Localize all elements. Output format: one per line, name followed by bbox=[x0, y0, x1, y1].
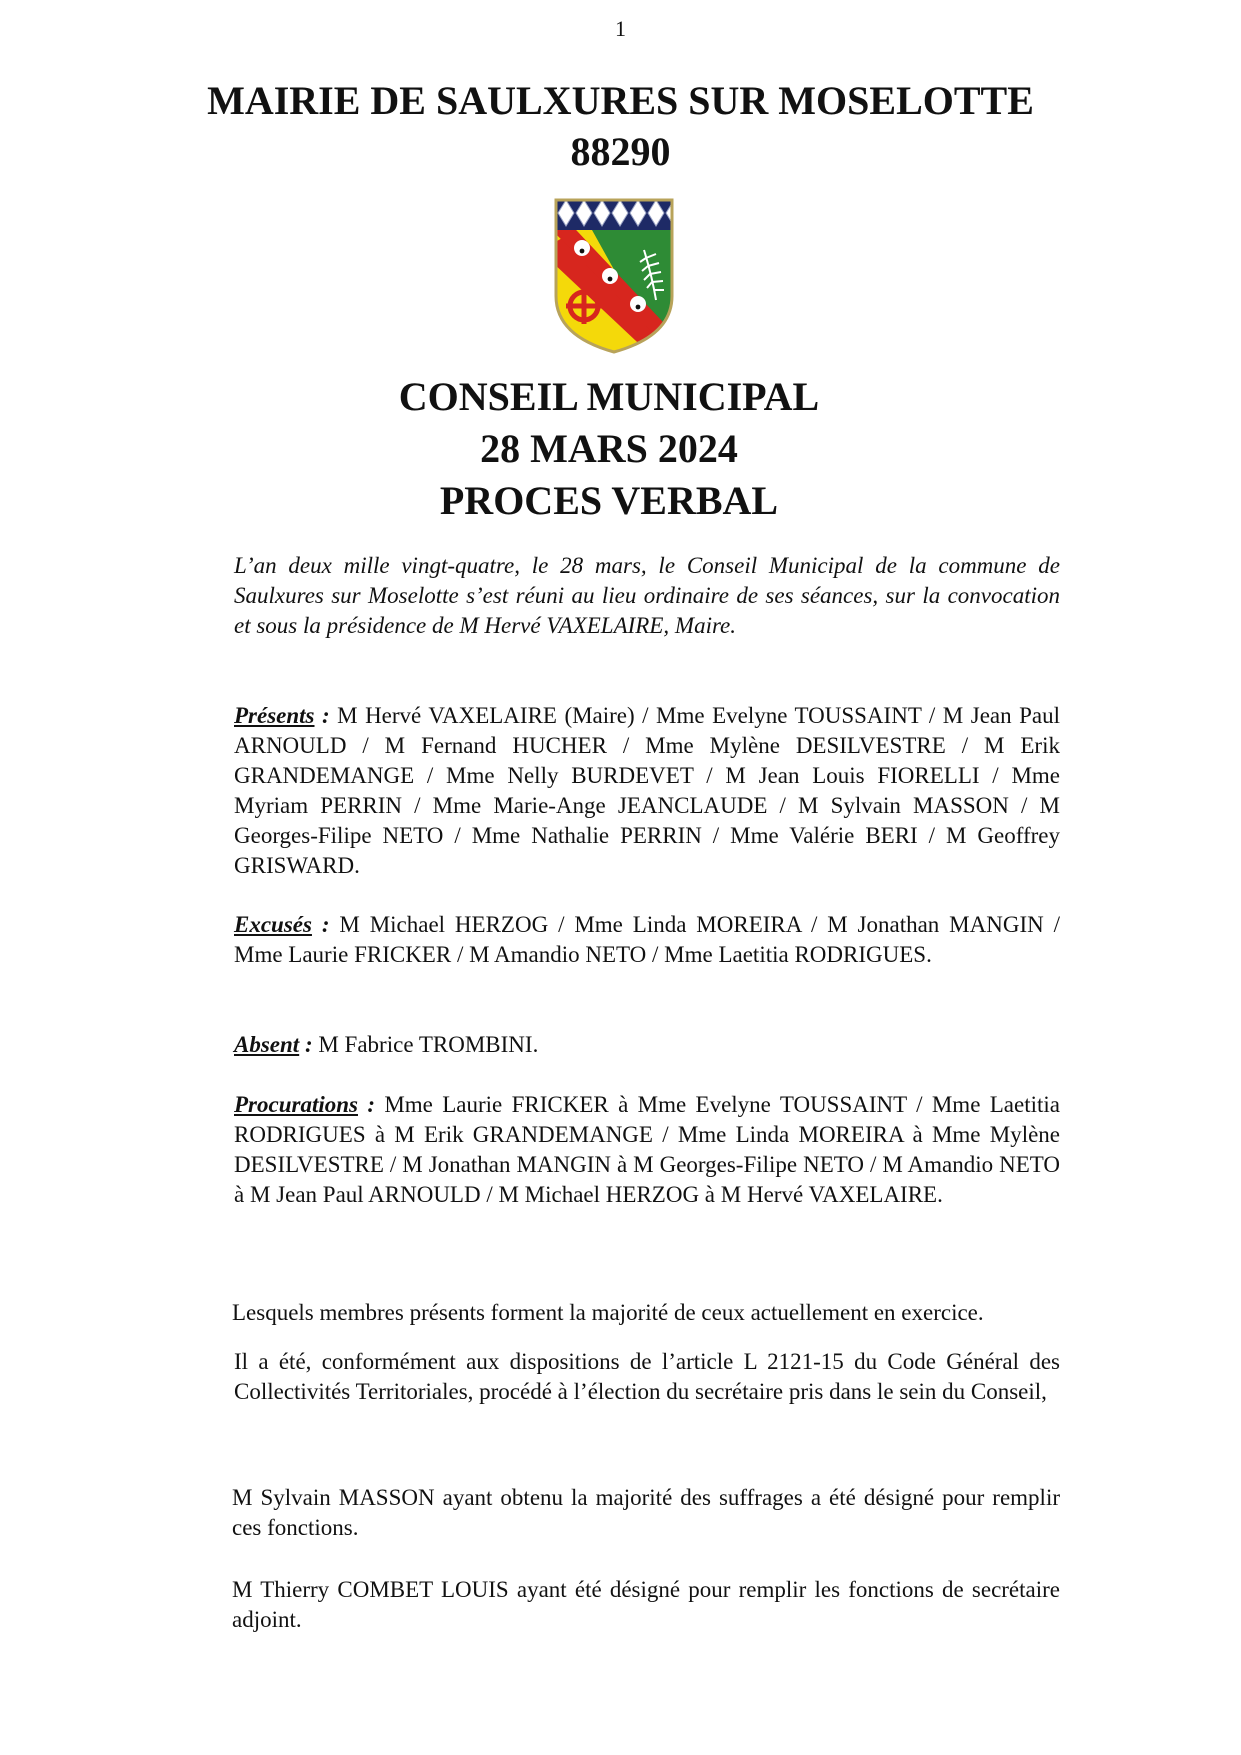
mairie-title: MAIRIE DE SAULXURES SUR MOSELOTTE bbox=[207, 78, 1034, 123]
procurations-label: Procurations : bbox=[234, 1092, 385, 1117]
deputy-secretary-paragraph: M Thierry COMBET LOUIS ayant été désigné pour remplir les fonctions de secrétaire adjoint. bbox=[232, 1577, 1060, 1632]
coat-of-arms-icon bbox=[552, 196, 676, 356]
absent-list: M Fabrice TROMBINI. bbox=[318, 1032, 539, 1057]
page-number: 1 bbox=[615, 16, 626, 41]
absent-paragraph bbox=[234, 1030, 1060, 1060]
presents-list: M Hervé VAXELAIRE (Maire) / Mme Evelyne TOUSSAINT / M Jean Paul ARNOULD / M Fernand HUCHER / Mme Mylène DESILVESTRE / M Erik GRANDEMANGE / Mme Nelly BURDEVET / M Jean Louis FIORELLI / Mme Myriam PERRIN / Mme Marie-Ange JEANCLAUDE / M Sylvain MASSON / M Georges-Filipe NETO / Mme Nathalie PERRIN / Mme Valérie BERI / M Geoffrey GRISWARD. bbox=[234, 703, 1060, 878]
procurations-paragraph bbox=[234, 1090, 1060, 1210]
meeting-date: 28 MARS 2024 bbox=[480, 426, 738, 471]
procurations-list: Mme Laurie FRICKER à Mme Evelyne TOUSSAINT / Mme Laetitia RODRIGUES à M Erik GRANDEMANGE / Mme Linda MOREIRA à Mme Mylène DESILVESTRE / M Jonathan MANGIN à M Georges-Filipe NETO / M Amandio NETO à M Jean Paul ARNOULD / M Michael HERZOG à M Hervé VAXELAIRE. bbox=[234, 1092, 1060, 1207]
absent-label: Absent : bbox=[234, 1032, 319, 1057]
excuses-label: Excusés : bbox=[234, 912, 340, 937]
excuses-list: M Michael HERZOG / Mme Linda MOREIRA / M Jonathan MANGIN / Mme Laurie FRICKER / M Amandio NETO / Mme Laetitia RODRIGUES. bbox=[234, 912, 1060, 967]
excuses-paragraph bbox=[234, 910, 1060, 970]
document-type: PROCES VERBAL bbox=[439, 478, 779, 523]
postal-code: 88290 bbox=[570, 129, 671, 174]
presents-paragraph bbox=[234, 701, 1060, 881]
quorum-paragraph: Lesquels membres présents forment la majorité de ceux actuellement en exercice. bbox=[232, 1300, 984, 1325]
presents-label: Présents : bbox=[234, 703, 338, 728]
council-title: CONSEIL MUNICIPAL bbox=[398, 374, 820, 419]
intro-paragraph: L’an deux mille vingt-quatre, le 28 mars, le Conseil Municipal de la commune de Saulxures sur Moselotte s’est réuni au lieu ordinaire de ses séances, sur la convocation et sous la présidence de M Hervé VAXELAIRE, Maire. bbox=[234, 553, 1060, 638]
secretary-paragraph: M Sylvain MASSON ayant obtenu la majorité des suffrages a été désigné pour remplir ces fonctions. bbox=[232, 1485, 1060, 1540]
secretary-election-paragraph: Il a été, conformément aux dispositions de l’article L 2121-15 du Code Général des Collectivités Territoriales, procédé à l’élection du secrétaire pris dans le sein du Conseil, bbox=[234, 1349, 1060, 1404]
